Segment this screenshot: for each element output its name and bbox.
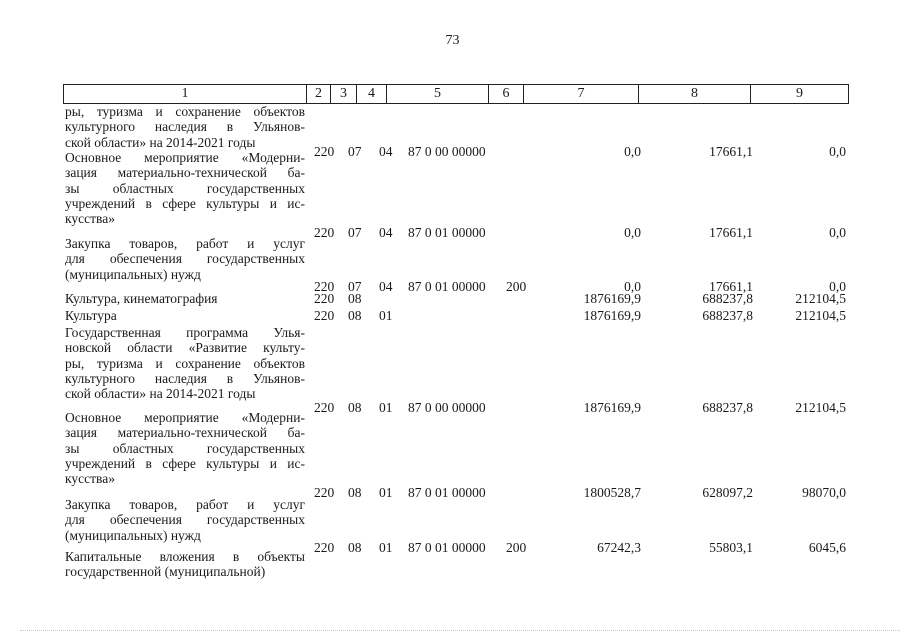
cell-col-4: 01 (379, 485, 393, 500)
cell-col-2: 220 (314, 308, 335, 323)
description-line: Культура, кинематография (65, 291, 218, 306)
cell-col-3: 07 (348, 279, 362, 294)
cell-col-2: 220 (314, 279, 335, 294)
cell-col-7: 1876169,9 (583, 291, 641, 306)
description-line: зация материально-технической ба- (65, 165, 305, 181)
cell-col-4: 04 (379, 144, 393, 159)
cell-col-9: 6045,6 (808, 540, 846, 555)
description-line: учреждений в сфере культуры и ис- (65, 195, 305, 211)
page-number: 73 (445, 33, 460, 48)
description-line: ской области» на 2014-2021 годы (65, 134, 256, 150)
description-line: кусства» (65, 211, 115, 227)
row-description (65, 150, 305, 226)
description-line: культурного наследия в Ульянов- (65, 370, 305, 386)
header-col-7: 7 (524, 85, 639, 103)
cell-col-6: 200 (506, 279, 527, 294)
description-line: для обеспечения государственных (65, 512, 305, 528)
description-line: Основное мероприятие «Модерни- (65, 410, 305, 425)
cell-col-5: 87 0 01 00000 (408, 225, 486, 240)
cell-col-5: 87 0 01 00000 (408, 279, 486, 294)
cell-col-3: 08 (348, 400, 362, 415)
cell-col-2: 220 (314, 400, 335, 415)
cell-col-9: 212104,5 (795, 308, 846, 323)
cell-col-8: 17661,1 (709, 144, 753, 159)
row-description (65, 410, 305, 486)
cell-col-2: 220 (314, 225, 335, 240)
description-line: Культура (65, 308, 117, 323)
row-description (65, 497, 305, 543)
cell-col-3: 07 (348, 144, 362, 159)
cell-col-7: 1876169,9 (583, 308, 641, 323)
description-line: Закупка товаров, работ и услуг (65, 497, 305, 512)
header-col-3: 3 (331, 85, 357, 103)
cell-col-5: 87 0 01 00000 (408, 485, 486, 500)
cell-col-3: 07 (348, 225, 362, 240)
cell-col-9: 0,0 (829, 144, 846, 159)
description-line: Капитальные вложения в объекты (65, 549, 305, 564)
table-header (63, 84, 849, 104)
description-line: для обеспечения государственных (65, 251, 305, 267)
cell-col-9: 212104,5 (795, 291, 846, 306)
cell-col-5: 87 0 00 00000 (408, 144, 486, 159)
header-col-6: 6 (489, 85, 524, 103)
cell-col-8: 688237,8 (702, 291, 753, 306)
cell-col-9: 0,0 (829, 225, 846, 240)
row-description (65, 325, 305, 401)
cell-col-8: 688237,8 (702, 400, 753, 415)
scan-edge-divider (20, 630, 900, 632)
header-col-8: 8 (639, 85, 751, 103)
cell-col-2: 220 (314, 291, 335, 306)
cell-col-3: 08 (348, 485, 362, 500)
header-col-2: 2 (307, 85, 331, 103)
header-col-9: 9 (796, 86, 803, 101)
cell-col-4: 01 (379, 540, 393, 555)
header-col-1: 1 (64, 85, 307, 103)
description-line: ры, туризма и сохранение объектов (65, 355, 305, 371)
cell-col-3: 08 (348, 308, 362, 323)
description-line: зы областных государственных (65, 440, 305, 456)
cell-col-7: 1876169,9 (583, 400, 641, 415)
header-col-4: 4 (357, 85, 387, 103)
row-description (65, 236, 305, 282)
cell-col-8: 17661,1 (709, 279, 753, 294)
description-line: зы областных государственных (65, 180, 305, 196)
description-line: ры, туризма и сохранение объектов (65, 104, 305, 119)
cell-col-9: 0,0 (829, 279, 846, 294)
cell-col-8: 688237,8 (702, 308, 753, 323)
cell-col-5: 87 0 01 00000 (408, 540, 486, 555)
description-line: новской области «Развитие культу- (65, 340, 305, 356)
description-line: ской области» на 2014-2021 годы (65, 386, 256, 402)
description-line: Государственная программа Улья- (65, 325, 305, 340)
cell-col-5: 87 0 00 00000 (408, 400, 486, 415)
cell-col-6: 200 (506, 540, 527, 555)
description-line: учреждений в сфере культуры и ис- (65, 455, 305, 471)
row-description (65, 104, 305, 150)
description-line: Закупка товаров, работ и услуг (65, 236, 305, 251)
row-description (65, 308, 305, 323)
row-description (65, 291, 305, 306)
cell-col-9: 212104,5 (795, 400, 846, 415)
cell-col-7: 0,0 (624, 225, 641, 240)
cell-col-4: 04 (379, 279, 393, 294)
description-line: Основное мероприятие «Модерни- (65, 150, 305, 165)
cell-col-8: 17661,1 (709, 225, 753, 240)
row-description (65, 549, 305, 580)
cell-col-7: 0,0 (624, 279, 641, 294)
header-col-5: 5 (387, 85, 489, 103)
cell-col-2: 220 (314, 144, 335, 159)
cell-col-8: 628097,2 (702, 485, 753, 500)
cell-col-7: 0,0 (624, 144, 641, 159)
cell-col-2: 220 (314, 485, 335, 500)
cell-col-8: 55803,1 (709, 540, 753, 555)
description-line: зация материально-технической ба- (65, 425, 305, 441)
cell-col-4: 01 (379, 308, 393, 323)
description-line: государственной (муниципальной) (65, 564, 266, 580)
cell-col-4: 01 (379, 400, 393, 415)
description-line: кусства» (65, 471, 115, 487)
cell-col-3: 08 (348, 540, 362, 555)
cell-col-9: 98070,0 (802, 485, 846, 500)
description-line: (муниципальных) нужд (65, 527, 201, 543)
description-line: (муниципальных) нужд (65, 266, 201, 282)
description-line: культурного наследия в Ульянов- (65, 119, 305, 135)
cell-col-7: 67242,3 (597, 540, 641, 555)
cell-col-4: 04 (379, 225, 393, 240)
cell-col-7: 1800528,7 (583, 485, 641, 500)
cell-col-2: 220 (314, 540, 335, 555)
cell-col-3: 08 (348, 291, 362, 306)
